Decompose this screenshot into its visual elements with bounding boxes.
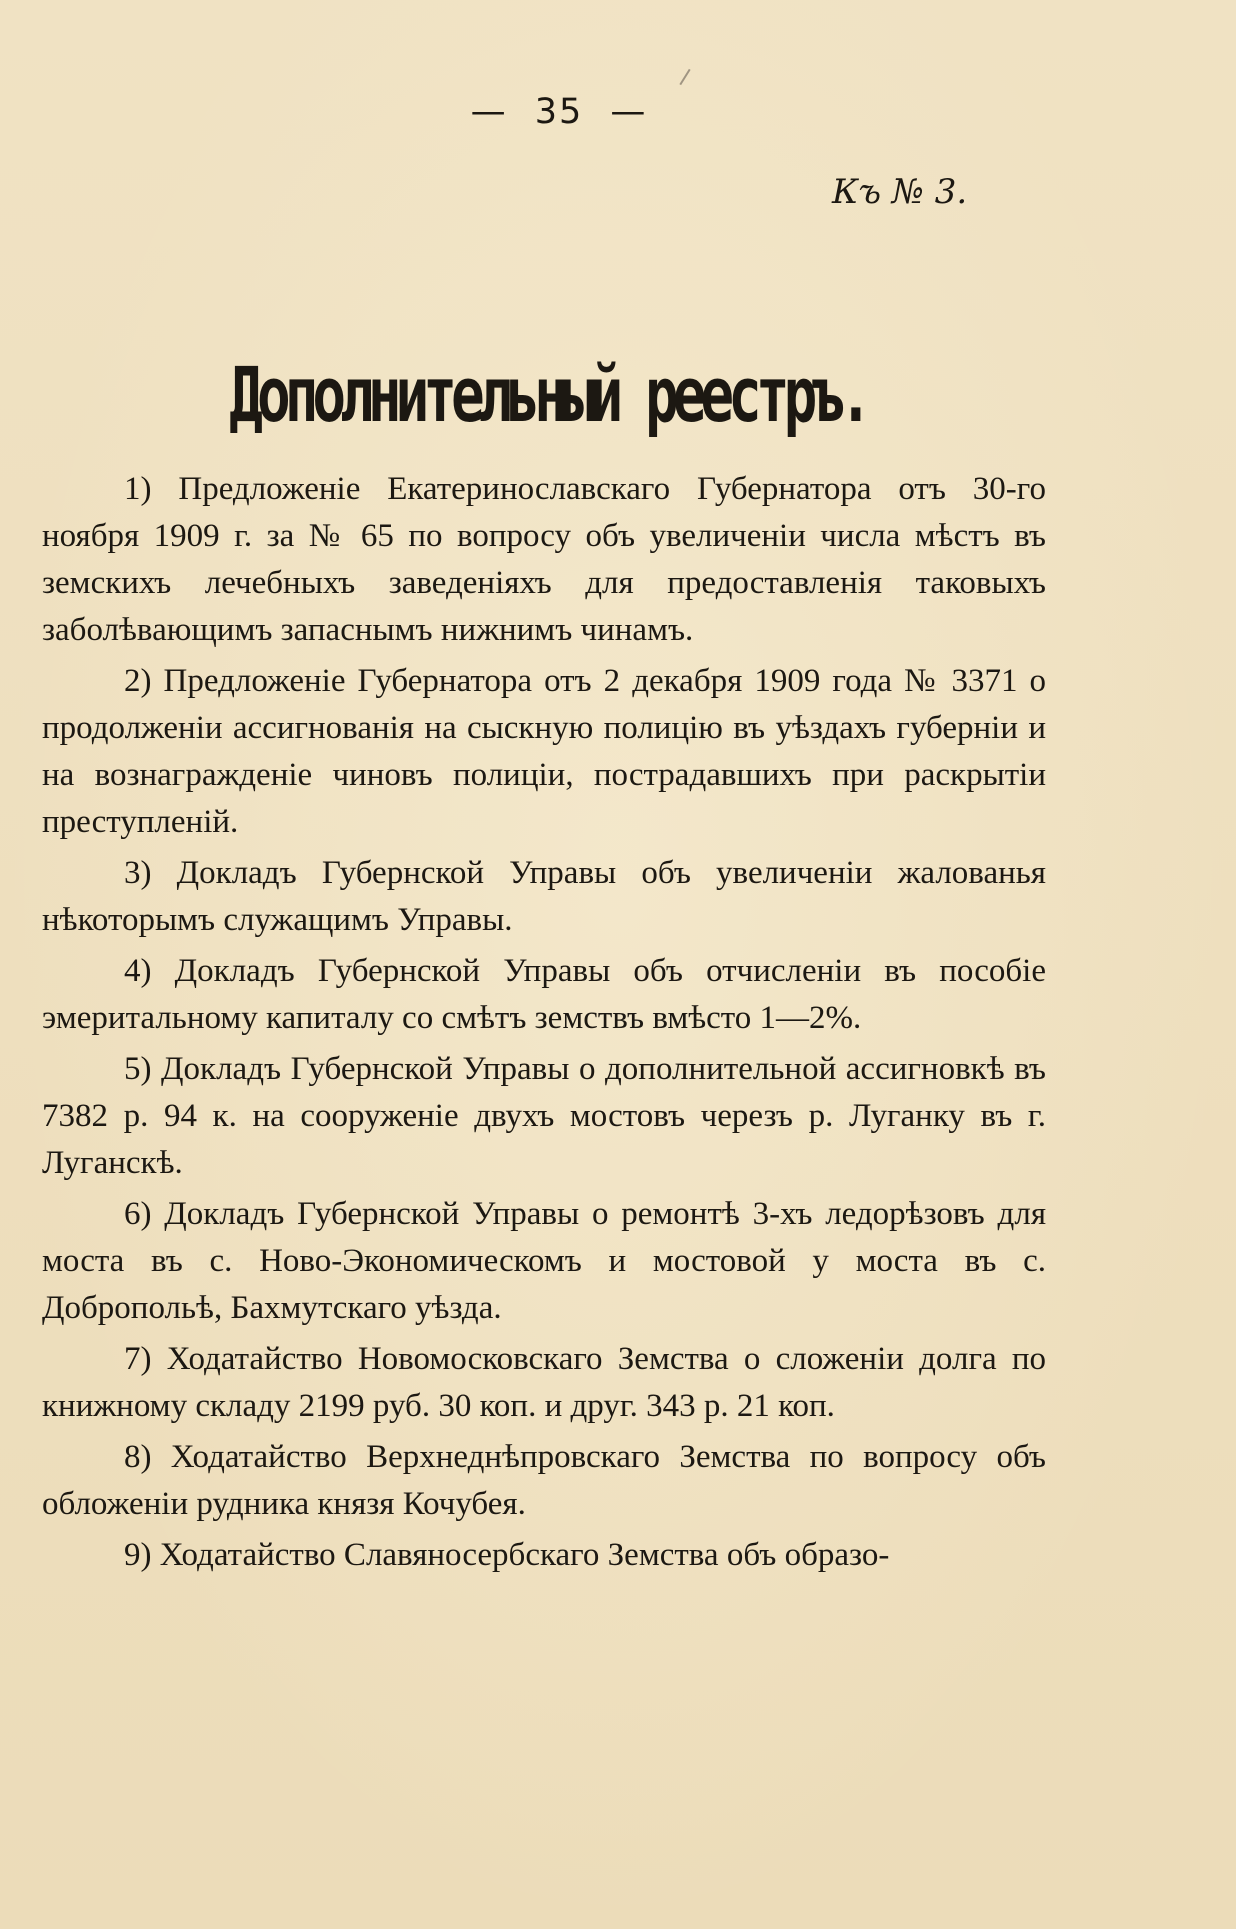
page-number-dash-left: — bbox=[470, 92, 508, 132]
page-number-value: 35 bbox=[534, 92, 584, 132]
registry-item-7: 7) Ходатайство Новомосковскаго Земства о сложенiи долга по книжному складу 2199 руб. 30 коп. и друг. 343 р. 21 коп. bbox=[42, 1341, 1046, 1424]
registry-item-4: 4) Докладъ Губернской Управы объ отчисленiи въ пособiе эмеритальному капиталу со смѣтъ земствъ вмѣсто 1—2%. bbox=[42, 953, 1046, 1036]
page-title: Дополнительный реестръ. bbox=[229, 352, 867, 440]
document-body bbox=[42, 466, 1046, 1583]
pencil-mark bbox=[679, 69, 690, 85]
registry-item-5: 5) Докладъ Губернской Управы о дополнительной ассигновкѣ въ 7382 р. 94 к. на сооруженiе двухъ мостовъ черезъ р. Луганку въ г. Луганскѣ. bbox=[42, 1051, 1046, 1181]
registry-item-8: 8) Ходатайство Верхнеднѣпровскаго Земства по вопросу объ обложенiи рудника князя Кочубея. bbox=[42, 1439, 1046, 1522]
registry-item-6: 6) Докладъ Губернской Управы о ремонтѣ 3-хъ ледорѣзовъ для моста въ с. Ново-Экономическомъ и мостовой у моста въ с. Добропольѣ, Бахмутскаго уѣзда. bbox=[42, 1196, 1046, 1326]
registry-item-1: 1) Предложенiе Екатеринославскаго Губернатора отъ 30-го ноября 1909 г. за № 65 по вопросу объ увеличенiи числа мѣстъ въ земскихъ лечебныхъ заведенiяхъ для предоставленiя таковыхъ заболѣвающимъ запаснымъ нижнимъ чинамъ. bbox=[42, 471, 1046, 648]
page-number-dash-right: — bbox=[610, 92, 648, 132]
registry-item-9: 9) Ходатайство Славяносербскаго Земства объ образо- bbox=[124, 1537, 890, 1573]
reference-note: Къ № 3. bbox=[832, 172, 968, 212]
registry-item-2: 2) Предложенiе Губернатора отъ 2 декабря 1909 года № 3371 о продолженiи ассигнованiя на сыскную полицiю въ уѣздахъ губернiи и на вознагражденiе чиновъ полицiи, пострадавшихъ при раскрытiи преступленiй. bbox=[42, 663, 1046, 840]
page-number bbox=[0, 92, 1118, 132]
registry-item-3: 3) Докладъ Губернской Управы объ увеличенiи жалованья нѣкоторымъ служащимъ Управы. bbox=[42, 855, 1046, 938]
